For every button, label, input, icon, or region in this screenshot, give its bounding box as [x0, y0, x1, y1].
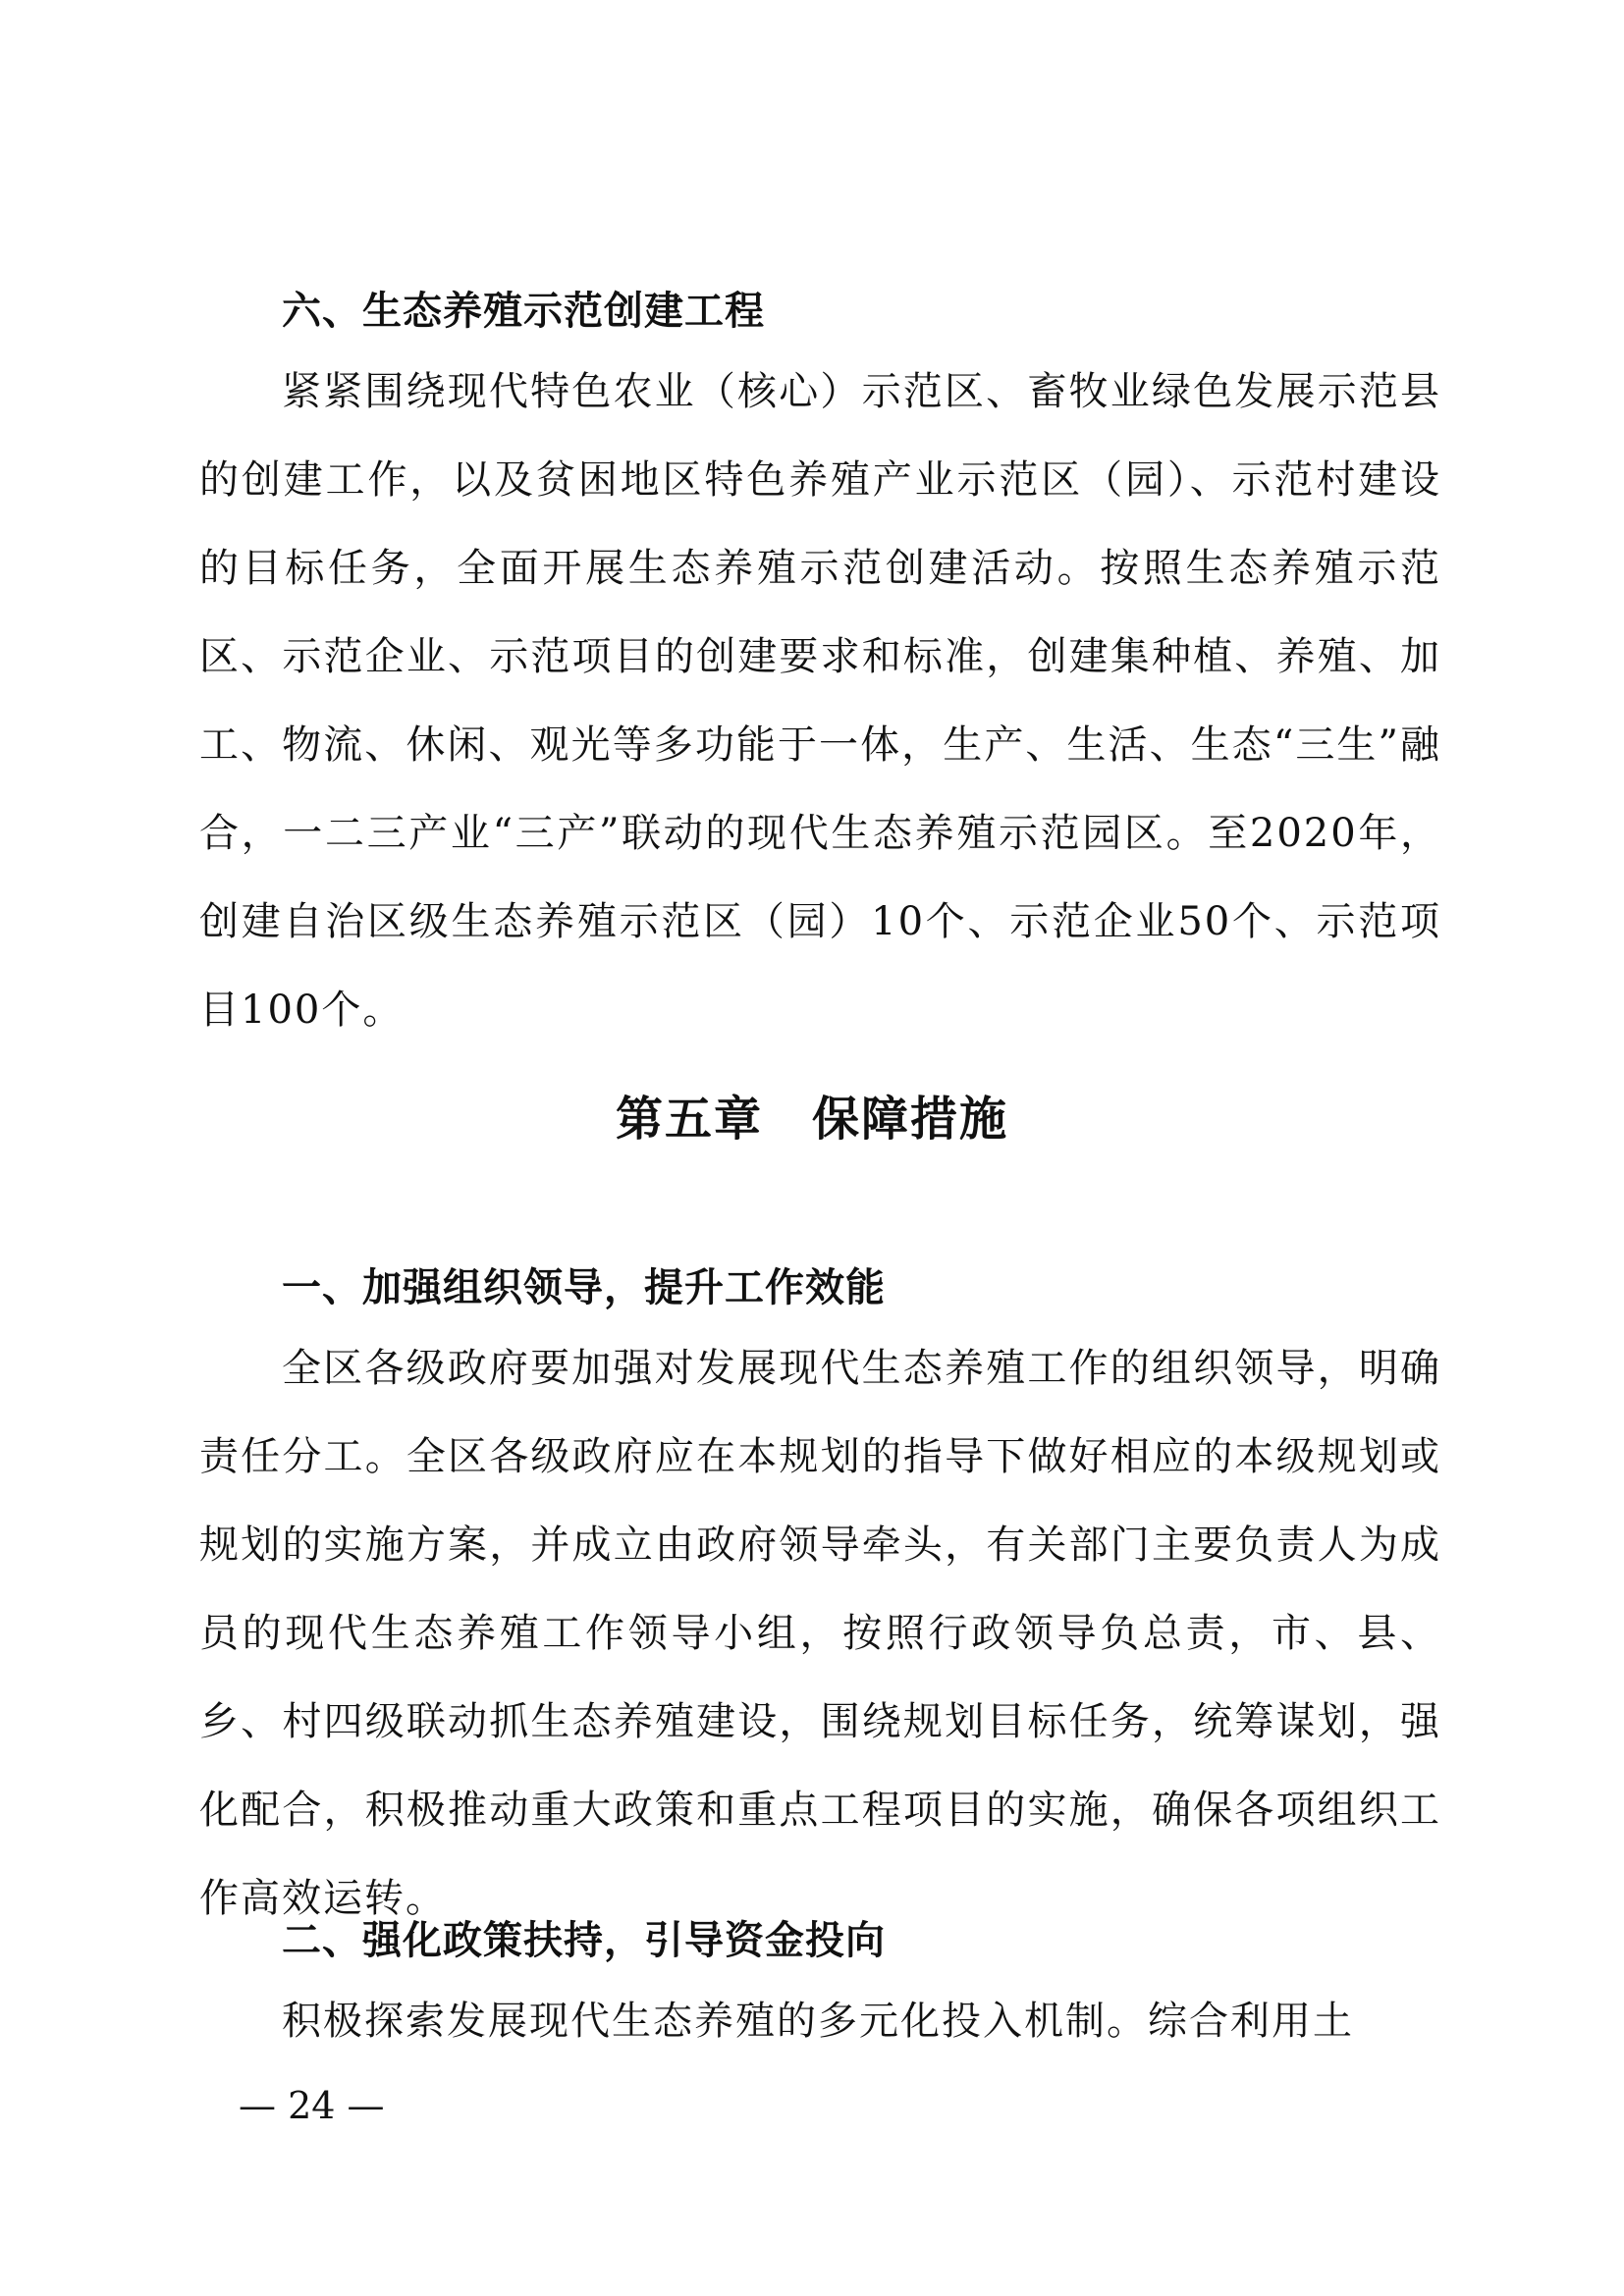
section-heading-policy-support: 二、强化政策扶持，引导资金投向 — [282, 1918, 886, 1963]
page-number: — 24 — — [239, 2084, 385, 2127]
section-body-ecological-breeding-demo: 紧紧围绕现代特色农业（核心）示范区、畜牧业绿色发展示范县的创建工作，以及贫困地区特色养殖产业示范区（园）、示范村建设的目标任务，全面开展生态养殖示范创建活动。按照生态养殖示范区、示范企业、示范项目的创建要求和标准，创建集种植、养殖、加工、物流、休闲、观光等多功能于一体，生产、生活、生态“三生”融合，一二三产业“三产”联动的现代生态养殖示范园区。至2020年，创建自治区级生态养殖示范区（园）10个、示范企业50个、示范项目100个。 — [199, 369, 1441, 1033]
section-heading-ecological-breeding-demo: 六、生态养殖示范创建工程 — [282, 289, 765, 334]
section-body-organization-leadership: 全区各级政府要加强对发展现代生态养殖工作的组织领导，明确责任分工。全区各级政府应在本规划的指导下做好相应的本级规划或规划的实施方案，并成立由政府领导牵头，有关部门主要负责人为成员的现代生态养殖工作领导小组，按照行政领导负总责，市、县、乡、村四级联动抓生态养殖建设，围绕规划目标任务，统筹谋划，强化配合，积极推动重大政策和重点工程项目的实施，确保各项组织工作高效运转。 — [199, 1346, 1441, 1921]
section-heading-organization-leadership: 一、加强组织领导，提升工作效能 — [282, 1265, 886, 1310]
chapter-title: 第五章 保障措施 — [615, 1092, 1008, 1147]
section-body-policy-support: 积极探索发展现代生态养殖的多元化投入机制。综合利用土 — [282, 1999, 1354, 2044]
